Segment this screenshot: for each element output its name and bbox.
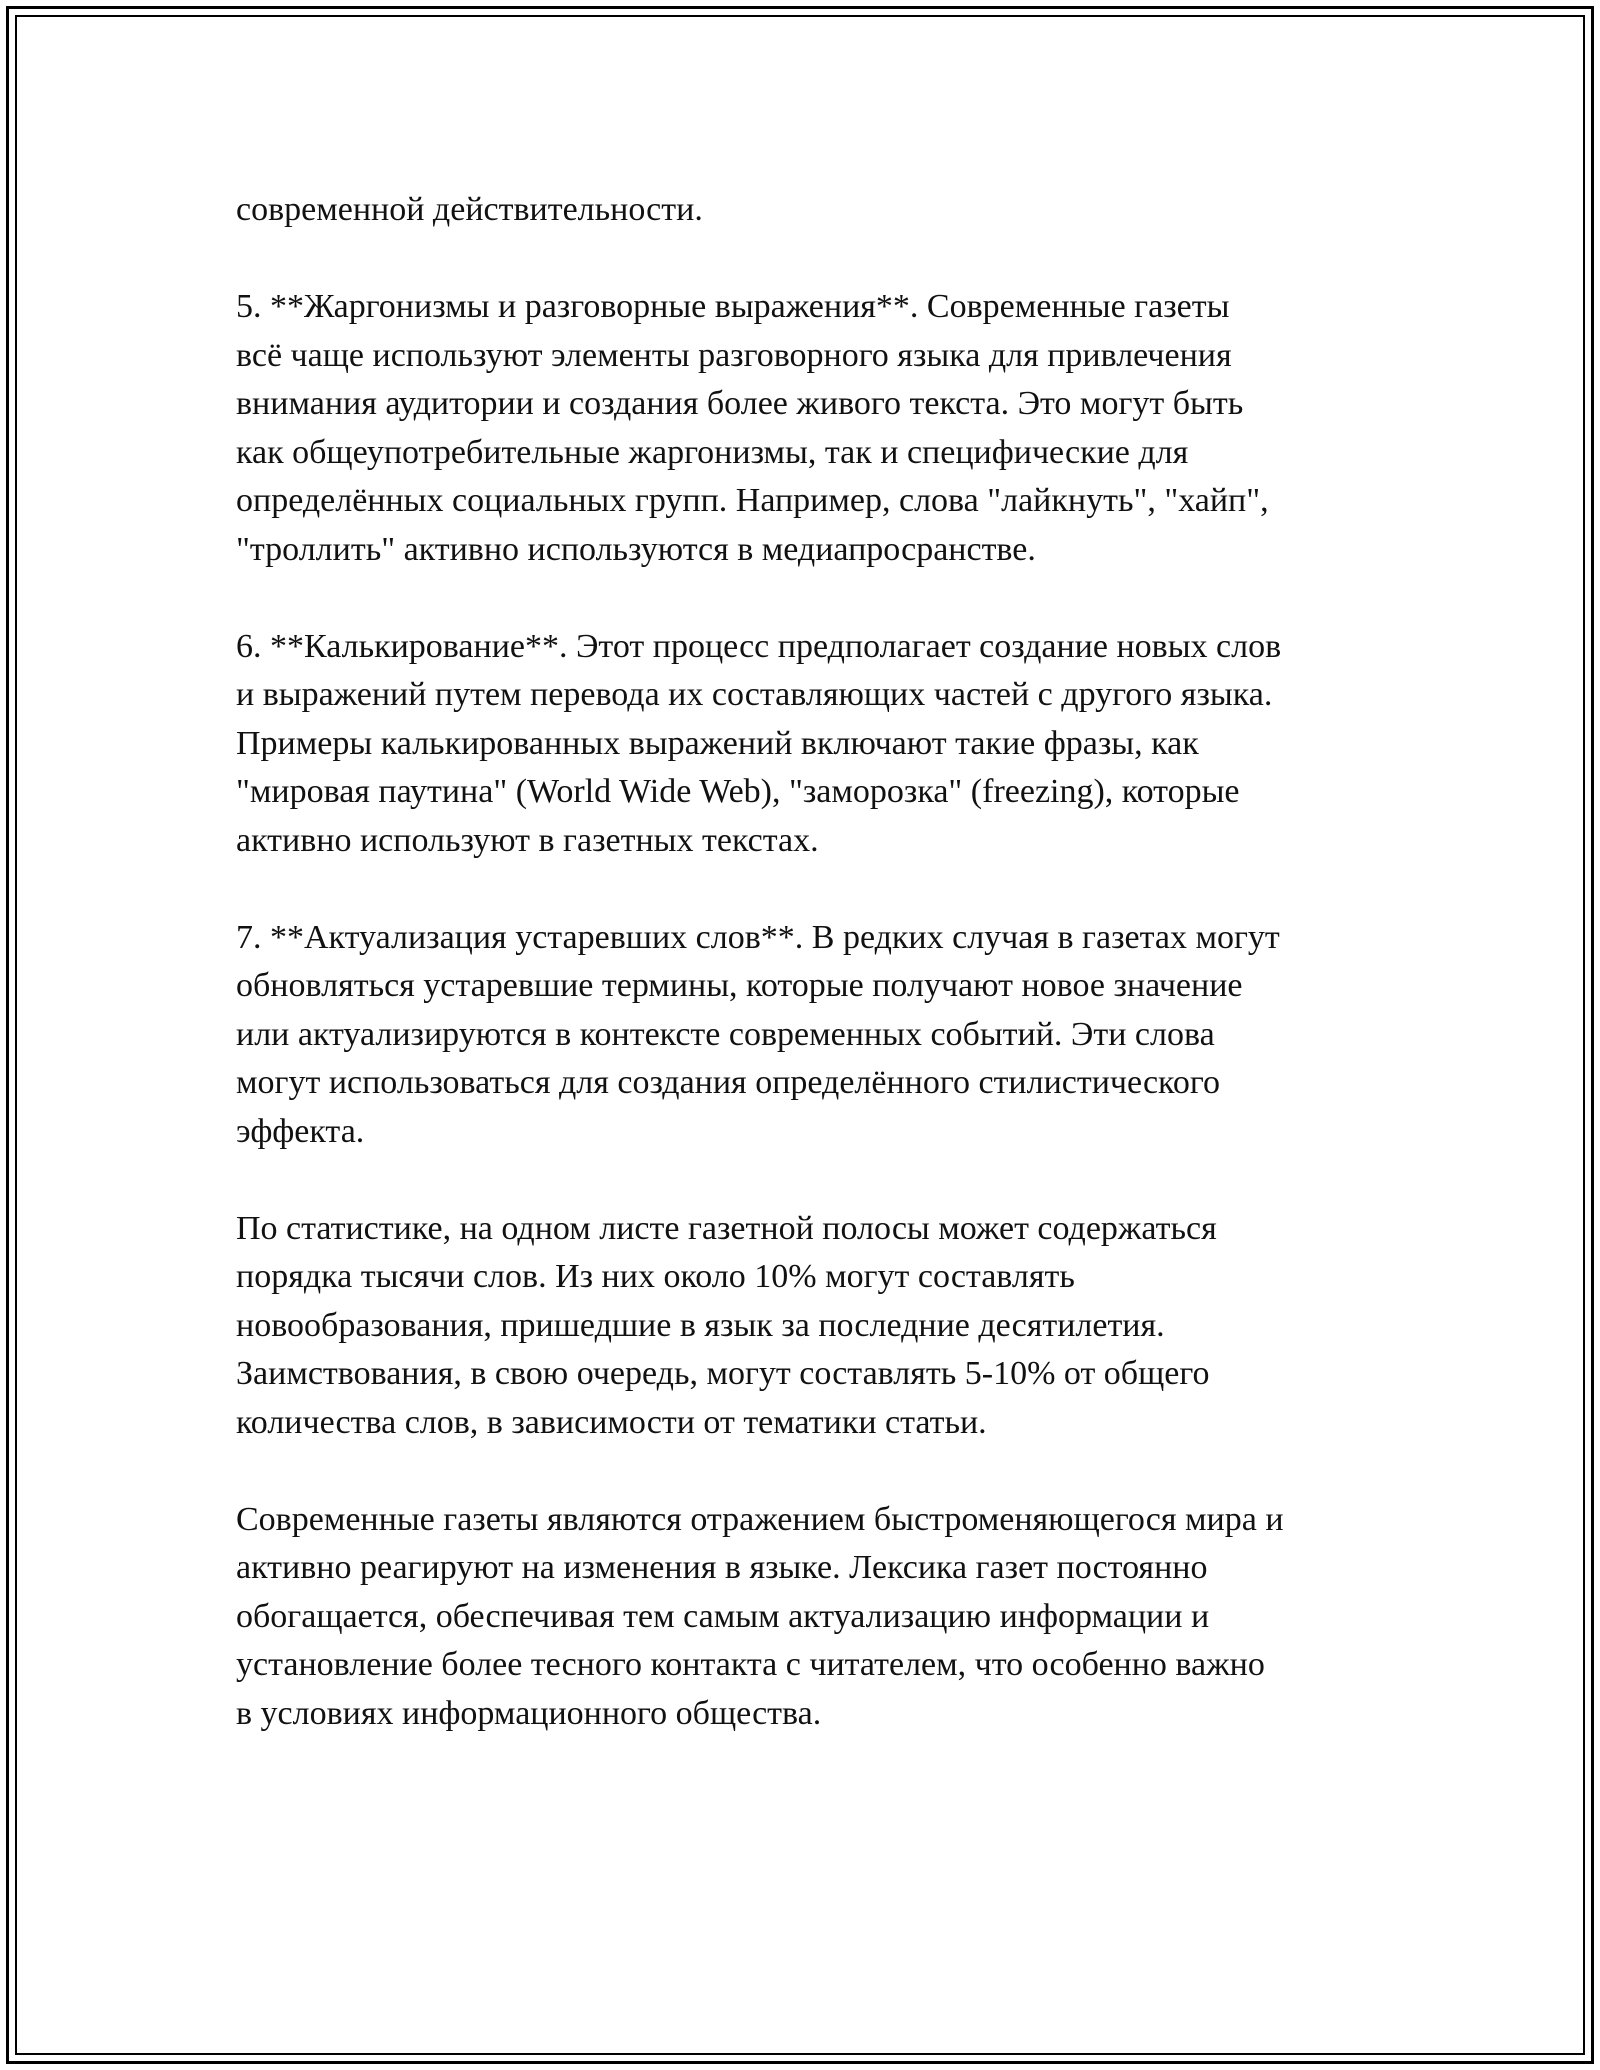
text-line: определённых социальных групп. Например, слова "лайкнуть", "хайп", (236, 482, 1269, 519)
text-line: обогащается, обеспечивая тем самым актуализацию информации и (236, 1597, 1210, 1635)
text-line: новообразования, пришедшие в язык за последние десятилетия. (236, 1306, 1165, 1344)
text-line: количества слов, в зависимости от тематики статьи. (236, 1403, 987, 1441)
text-line: 5. **Жаргонизмы и разговорные выражения**. Современные газеты (236, 288, 1230, 325)
paragraph-item-5-jargon (236, 283, 1396, 574)
text-line: и выражений путем перевода их составляющих частей с другого языка. (236, 676, 1273, 713)
text-line: эффекта. (236, 1112, 365, 1150)
text-line: Примеры калькированных выражений включают такие фразы, как (236, 724, 1199, 762)
text-line: порядка тысячи слов. Из них около 10% могут составлять (236, 1258, 1075, 1295)
text-line: как общеупотребительные жаргонизмы, так и специфические для (236, 433, 1189, 471)
text-line: всё чаще используют элементы разговорного языка для привлечения (236, 336, 1232, 374)
text-line: установление более тесного контакта с читателем, что особенно важно (236, 1646, 1265, 1683)
text-line: современной действительности. (236, 191, 703, 228)
paragraph-statistics (236, 1205, 1396, 1448)
paragraph-continuation (236, 186, 1396, 235)
text-line: 7. **Актуализация устаревших слов**. В редких случая в газетах могут (236, 918, 1280, 956)
text-line: обновляться устаревшие термины, которые получают новое значение (236, 967, 1243, 1004)
paragraph-conclusion (236, 1496, 1396, 1739)
text-line: "троллить" активно используются в медиапросранстве. (236, 530, 1036, 568)
text-line: "мировая паутина" (World Wide Web), "заморозка" (freezing), которые (236, 773, 1240, 810)
text-line: Заимствования, в свою очередь, могут составлять 5-10% от общего (236, 1355, 1210, 1392)
text-line: По статистике, на одном листе газетной полосы может содержаться (236, 1209, 1217, 1247)
paragraph-item-6-calque (236, 623, 1396, 866)
text-line: Современные газеты являются отражением быстроменяющегося мира и (236, 1500, 1284, 1538)
document-body (236, 186, 1396, 1787)
text-line: в условиях информационного общества. (236, 1694, 822, 1732)
text-line: активно используют в газетных текстах. (236, 821, 819, 859)
text-line: могут использоваться для создания определённого стилистического (236, 1064, 1220, 1101)
text-line: внимания аудитории и создания более живого текста. Это могут быть (236, 385, 1244, 422)
text-line: 6. **Калькирование**. Этот процесс предполагает создание новых слов (236, 627, 1282, 665)
paragraph-item-7-archaisms (236, 914, 1396, 1157)
text-line: активно реагируют на изменения в языке. Лексика газет постоянно (236, 1549, 1208, 1586)
text-line: или актуализируются в контексте современных событий. Эти слова (236, 1015, 1215, 1053)
